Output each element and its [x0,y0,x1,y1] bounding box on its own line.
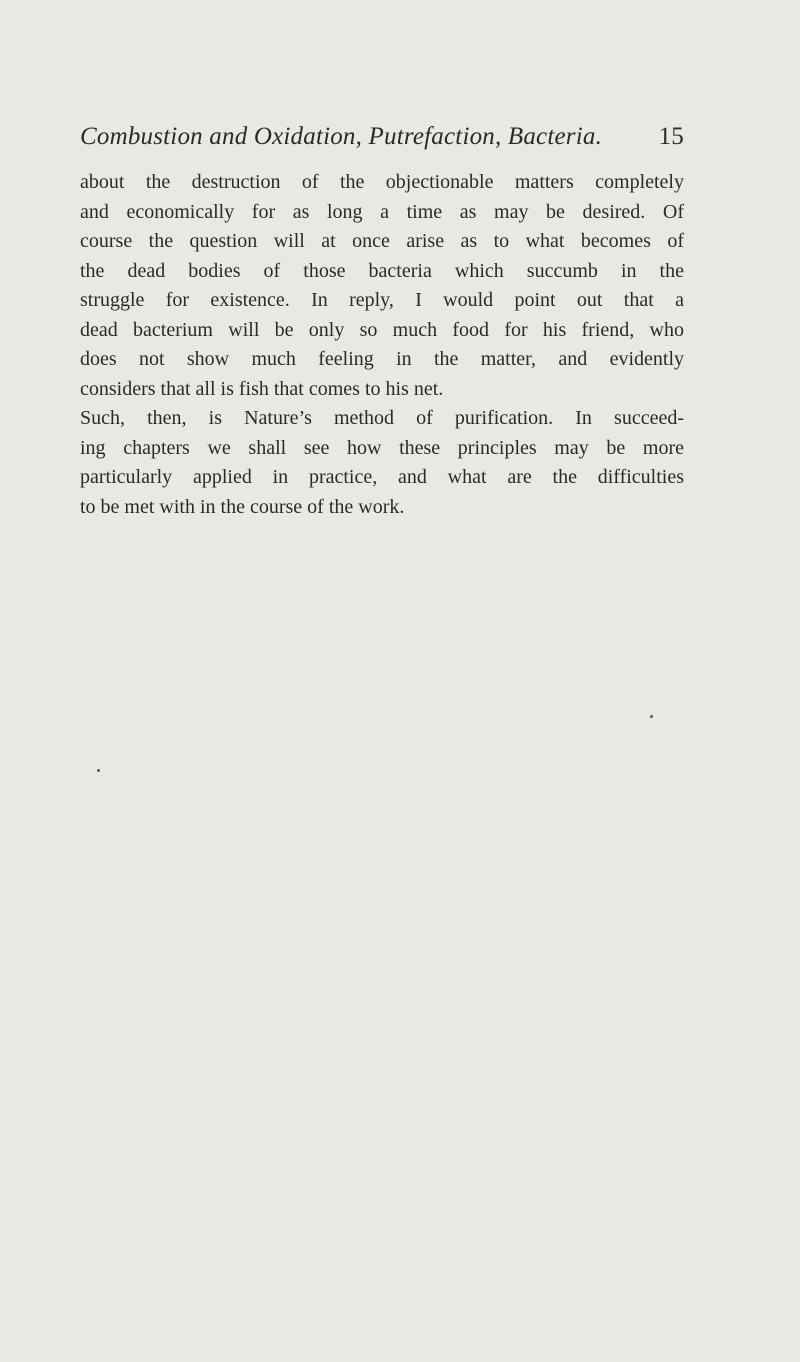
paper-speck [650,715,653,718]
text-line: the dead bodies of those bacteria which succumb in the [80,259,684,282]
text-line: particularly applied in practice, and what are the difficulties [80,466,684,488]
page-number: 15 [658,123,684,150]
running-title: Combustion and Oxidation, Putrefaction, Bacteria. [80,123,603,150]
body-text [80,168,684,522]
text-line: dead bacterium will be only so much food for his friend, who [80,318,684,341]
paper-speck [97,769,100,772]
text-line: about the destruction of the objectionable matters completely [80,171,684,193]
text-line: considers that all is fish that comes to his net. [80,377,444,400]
text-line: does not show much feeling in the matter, and evidently [80,348,684,370]
text-line: to be met with in the course of the work. [80,495,405,518]
text-line: and economically for as long a time as may be desired. Of [80,200,684,223]
text-line: ing chapters we shall see how these principles may be more [80,436,684,459]
text-line: Such, then, is Nature’s method of purification. In succeed- [80,407,684,429]
running-head [80,120,684,154]
text-line: course the question will at once arise as to what becomes of [80,230,684,252]
text-line: struggle for existence. In reply, I would point out that a [80,289,684,311]
